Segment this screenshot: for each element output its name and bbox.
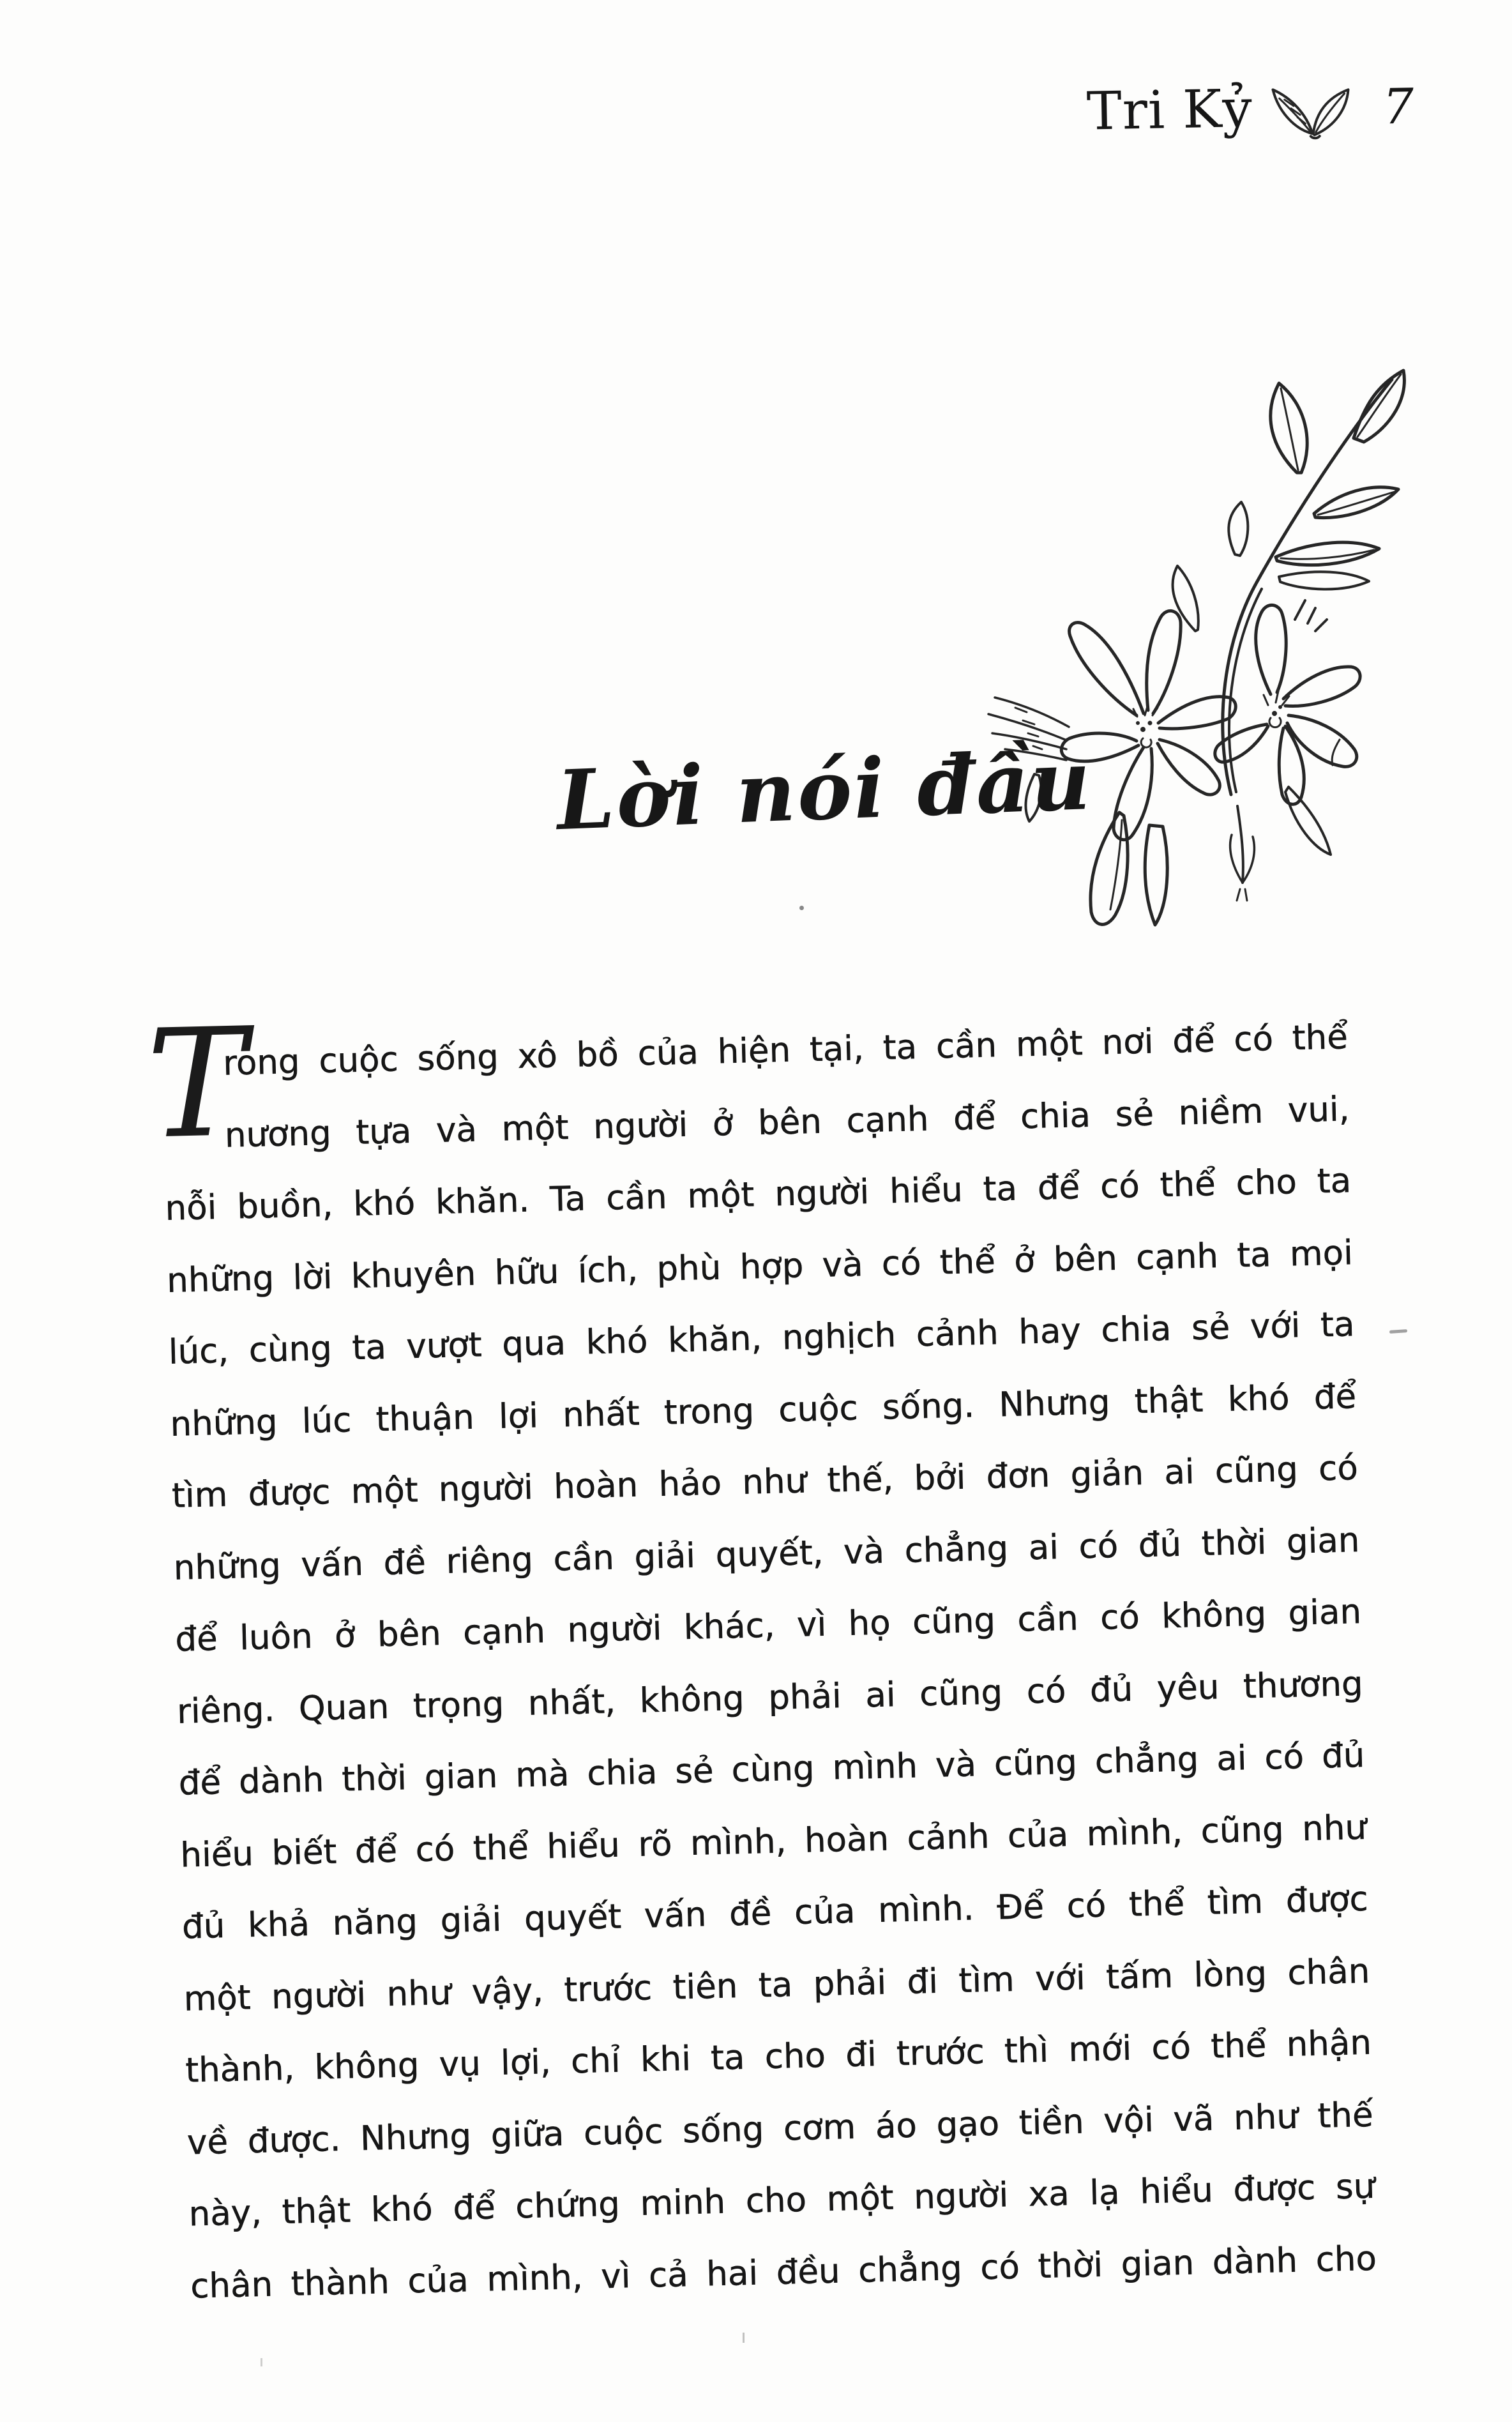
leaf-sprig-icon [1265, 75, 1362, 144]
text-line: để dành thời gian mà chia sẻ cùng mình và cũng chẳng ai có đủ [178, 1735, 1366, 1803]
paragraph-lines [161, 1002, 1377, 2322]
text-line: thành, không vụ lợi, chỉ khi ta cho đi trước thì mới có thể nhận [185, 2023, 1372, 2091]
scan-tick [743, 2333, 745, 2343]
text-line: nỗi buồn, khó khăn. Ta cần một người hiểu ta để có thể cho ta [164, 1161, 1352, 1228]
chapter-heading: Lời nói đầu [555, 732, 1094, 849]
page-number: 7 [1382, 77, 1414, 135]
text-line: những lúc thuận lợi nhất trong cuộc sống. Nhưng thật khó để [169, 1376, 1357, 1444]
text-line: chân thành của mình, vì cả hai đều chẳng có thời gian dành cho [190, 2239, 1377, 2306]
paragraph [144, 996, 1377, 2322]
scan-dash [1389, 1329, 1407, 1334]
text-line: một người như vậy, trước tiên ta phải đi tìm với tấm lòng chân [183, 1951, 1370, 2019]
text-line: riêng. Quan trọng nhất, không phải ai cũng có đủ yêu thương [176, 1664, 1364, 1732]
text-line: những lời khuyên hữu ích, phù hợp và có thể ở bên cạnh ta mọi [166, 1233, 1354, 1300]
scan-tick [261, 2358, 262, 2366]
text-line: nương tựa và một người ở bên cạnh để chia sẻ niềm vui, [224, 1089, 1350, 1155]
scan-speck [799, 906, 804, 910]
text-line: để luôn ở bên cạnh người khác, vì họ cũng cần có không gian [174, 1592, 1362, 1659]
page-header [1086, 72, 1414, 148]
text-line: tìm được một người hoàn hảo như thế, bởi đơn giản ai cũng có [171, 1449, 1359, 1516]
book-title: Tri Kỷ [1086, 78, 1253, 142]
text-line: những vấn đề riêng cần giải quyết, và chẳng ai có đủ thời gian [173, 1520, 1361, 1588]
flower-illustration [956, 365, 1419, 929]
text-line: lúc, cùng ta vượt qua khó khăn, nghịch cảnh hay chia sẻ với ta [168, 1305, 1356, 1372]
text-line: hiểu biết để có thể hiểu rõ mình, hoàn cảnh của mình, cũng như [179, 1808, 1367, 1875]
text-line: rong cuộc sống xô bồ của hiện tại, ta cần một nơi để có thể [222, 1017, 1349, 1083]
text-line: đủ khả năng giải quyết vấn đề của mình. Để có thể tìm được [181, 1879, 1369, 1947]
text-line: này, thật khó để chứng minh cho một người xa lạ hiểu được sự [188, 2167, 1375, 2234]
text-line: về được. Nhưng giữa cuộc sống cơm áo gạo tiền vội vã như thế [186, 2095, 1374, 2163]
drop-cap: T [144, 996, 249, 1173]
